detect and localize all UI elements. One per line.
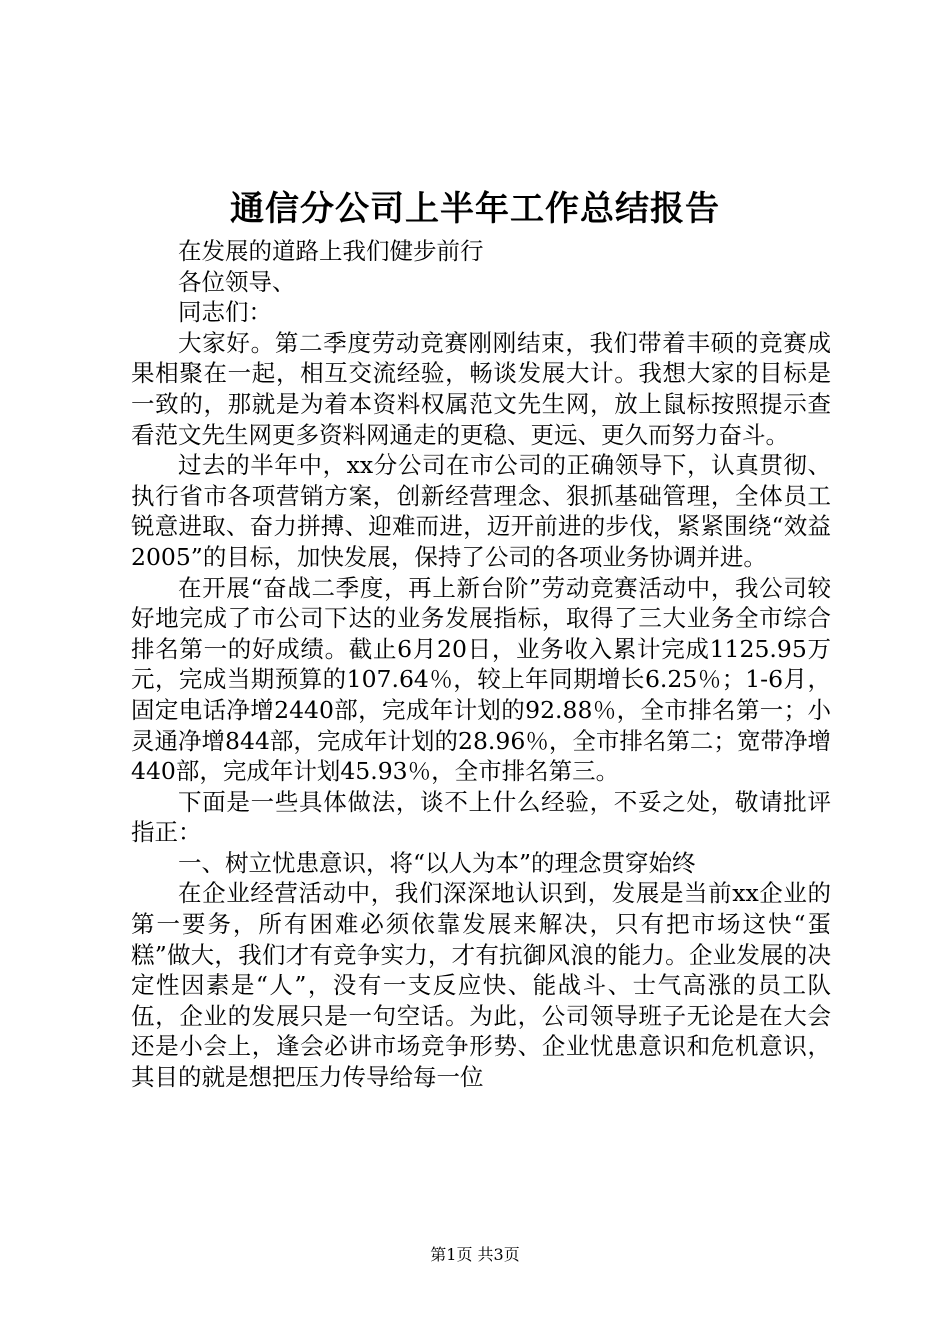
paragraph-review: 过去的半年中，xx分公司在市公司的正确领导下，认真贯彻、执行省市各项营销方案，创新经营理念、狠抓基础管理，全体员工锐意进取、奋力拼搏、迎难而进，迈开前进的步伐，紧紧围绕“效益2005”的目标，加快发展，保持了公司的各项业务协调并进。 <box>131 451 831 571</box>
section-heading-1: 一、树立忧患意识，将“以人为本”的理念贯穿始终 <box>178 848 696 877</box>
paragraph-salutation-comrades: 同志们： <box>178 298 272 327</box>
paragraph-subtitle: 在发展的道路上我们健步前行 <box>178 237 484 265</box>
paragraph-section-1: 在企业经营活动中，我们深深地认识到，发展是当前xx企业的第一要务，所有困难必须依靠发展来解决，只有把市场这快“蛋糕”做大，我们才有竞争实力，才有抗御风浪的能力。企业发展的决定性因素是“人”，没有一支反应快、能战斗、士气高涨的员工队伍，企业的发展只是一句空话。为此，公司领导班子无论是在大会还是小会上，逢会必讲市场竞争形势、企业忧患意识和危机意识，其目的就是想把压力传导给每一位 <box>131 879 831 1092</box>
document-body <box>131 236 831 1093</box>
paragraph-methods-intro: 下面是一些具体做法，谈不上什么经验，不妥之处，敬请批评指正： <box>131 787 831 847</box>
page-number-footer: 第1页 共3页 <box>430 1245 520 1264</box>
paragraph-results: 在开展“奋战二季度，再上新台阶”劳动竞赛活动中，我公司较好地完成了市公司下达的业务发展指标，取得了三大业务全市综合排名第一的好成绩。截止6月20日，业务收入累计完成1125.95万元，完成当期预算的107.64％，较上年同期增长6.25％；1-6月，固定电话净增2440部，完成年计划的92.88％，全市排名第一；小灵通净增844部，完成年计划的28.96％，全市排名第二；宽带净增440部，完成年计划45.93％，全市排名第三。 <box>131 573 831 786</box>
document-title: 通信分公司上半年工作总结报告 <box>230 189 720 229</box>
paragraph-salutation-leaders: 各位领导、 <box>178 267 296 296</box>
paragraph-greeting: 大家好。第二季度劳动竞赛刚刚结束，我们带着丰硕的竞赛成果相聚在一起，相互交流经验，畅谈发展大计。我想大家的目标是一致的，那就是为着本资料权属范文先生网，放上鼠标按照提示查看范文先生网更多资料网通走的更稳、更远、更久而努力奋斗。 <box>131 328 831 449</box>
